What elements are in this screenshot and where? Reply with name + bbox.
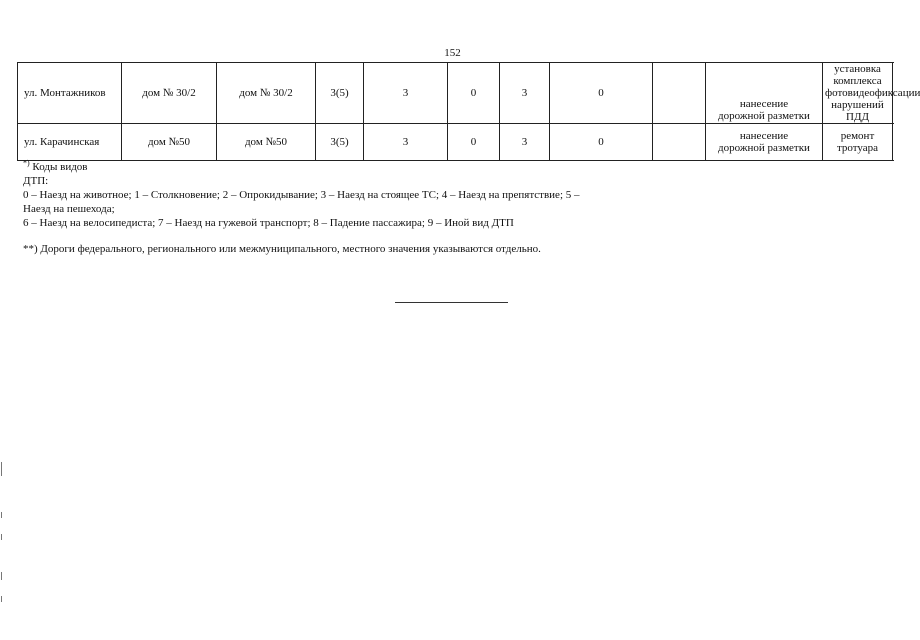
value-cell: 0 xyxy=(550,63,653,124)
house-from-cell: дом № 30/2 xyxy=(122,63,217,124)
footnote-1-codes: 0 – Наезд на животное; 1 – Столкновение; 2 – Опрокидывание; 3 – Наезд на стоящее ТС; 4 – Наезд на препятствие; 5 – xyxy=(23,189,580,201)
footnote-2: **) Дороги федерального, регионального или межмуниципального, местного значения указываются отдельно. xyxy=(23,243,541,255)
measure-line: установка комплекса xyxy=(833,63,882,87)
value-cell: 3 xyxy=(364,63,448,124)
scan-artifact xyxy=(1,534,2,540)
footnote-1-title: *) Коды видов xyxy=(23,158,88,173)
scan-artifact xyxy=(1,572,2,580)
value-cell: 3(5) xyxy=(316,63,364,124)
measure-cell xyxy=(706,63,823,124)
footnote-mark: *) xyxy=(23,158,30,168)
street-cell: ул. Карачинская xyxy=(18,124,122,161)
value-cell: 3 xyxy=(500,63,550,124)
measure-line: нарушений ПДД xyxy=(831,99,884,123)
value-cell: 0 xyxy=(448,124,500,161)
table-row xyxy=(18,63,893,124)
page-number: 152 xyxy=(444,47,461,59)
scan-artifact xyxy=(1,512,2,518)
accident-table xyxy=(17,62,920,161)
table-row xyxy=(18,124,893,161)
end-divider xyxy=(395,302,508,303)
footnote-1-codes: 6 – Наезд на велосипедиста; 7 – Наезд на гужевой транспорт; 8 – Падение пассажира; 9 – Иной вид ДТП xyxy=(23,217,514,229)
street-cell: ул. Монтажников xyxy=(18,63,122,124)
value-cell: 3 xyxy=(364,124,448,161)
measure-cell xyxy=(823,124,893,161)
house-from-cell: дом №50 xyxy=(122,124,217,161)
measure-line: нанесение xyxy=(739,98,789,110)
measure-line: нанесение xyxy=(739,130,789,142)
house-to-cell: дом №50 xyxy=(217,124,316,161)
value-cell: 3 xyxy=(500,124,550,161)
house-to-cell: дом № 30/2 xyxy=(217,63,316,124)
value-cell: 3(5) xyxy=(316,124,364,161)
scan-artifact xyxy=(1,462,2,476)
measure-line: ремонт тротуара xyxy=(836,130,879,154)
value-cell: 0 xyxy=(448,63,500,124)
value-cell: 0 xyxy=(550,124,653,161)
measure-cell xyxy=(823,63,920,124)
measure-line: дорожной разметки xyxy=(718,142,810,154)
measure-line: дорожной разметки xyxy=(718,110,810,122)
measure-cell xyxy=(706,124,823,161)
empty-cell xyxy=(653,124,706,161)
empty-cell xyxy=(653,63,706,124)
footnote-1-title-cont: ДТП: xyxy=(23,175,49,187)
scan-artifact xyxy=(1,596,2,602)
measure-line: фотовидеофиксации xyxy=(825,87,920,99)
footnote-1-codes: Наезд на пешехода; xyxy=(23,203,115,215)
footnotes xyxy=(23,160,883,256)
